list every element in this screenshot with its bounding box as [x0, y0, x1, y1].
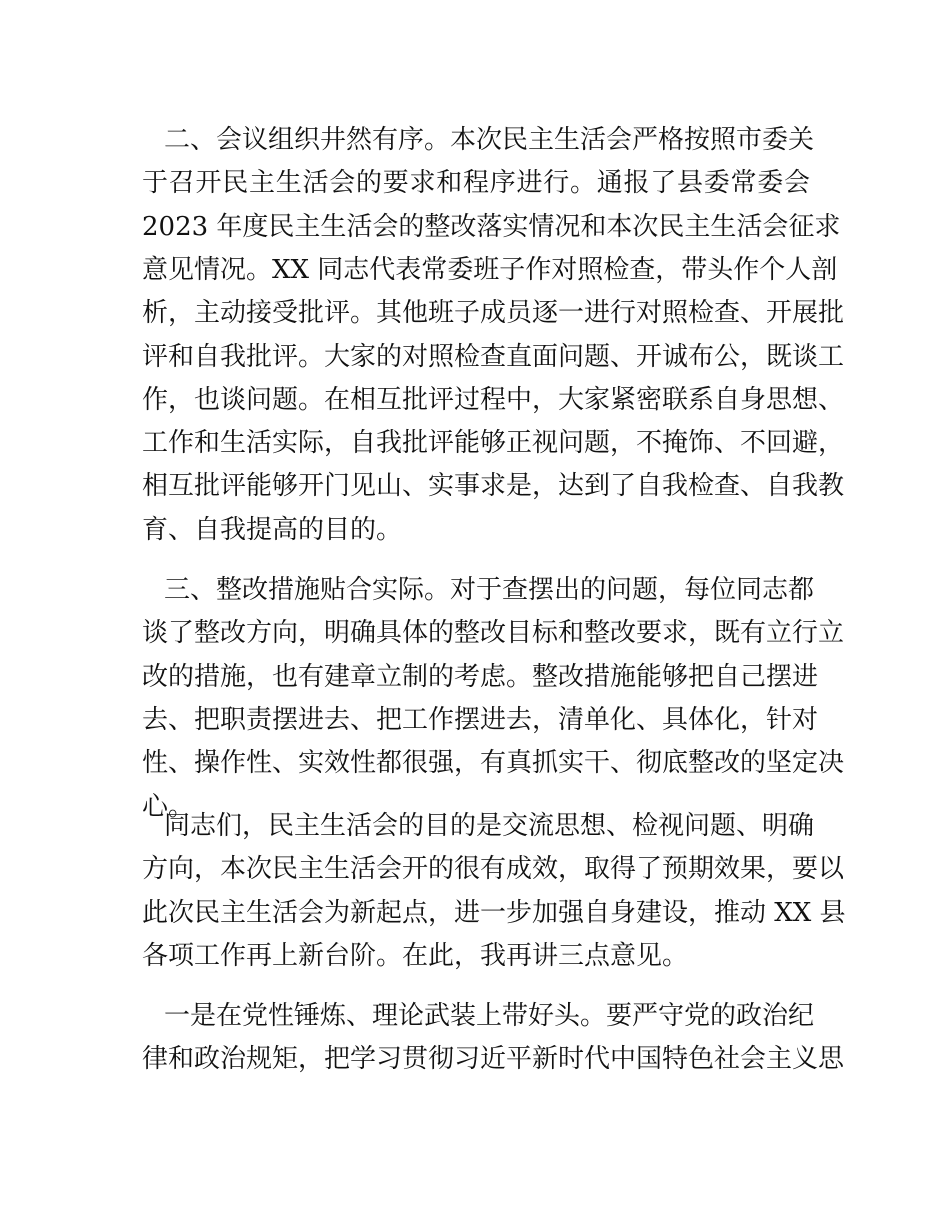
text-line: 性、操作性、实效性都很强，有真抓实干、彻底整改的坚定决	[142, 748, 845, 779]
text-line: 律和政治规矩，把学习贯彻习近平新时代中国特色社会主义思	[142, 1044, 845, 1075]
text-line: 二、会议组织井然有序。本次民主生活会严格按照市委关	[164, 125, 815, 155]
text-line: 此次民主生活会为新起点，进一步加强自身建设，推动 XX 县	[142, 897, 846, 928]
text-line: 意见情况。XX 同志代表常委班子作对照检查，带头作个人剖	[142, 254, 838, 285]
text-line: 工作和生活实际，自我批评能够正视问题，不掩饰、不回避，	[142, 428, 845, 459]
text-line: 各项工作再上新台阶。在此，我再讲三点意见。	[142, 940, 689, 971]
text-line: 心。	[142, 791, 195, 822]
text-line: 改的措施，也有建章立制的考虑。整改措施能够把自己摆进	[142, 661, 819, 692]
text-line: 同志们，民主生活会的目的是交流思想、检视问题、明确	[164, 811, 815, 841]
text-line: 2023 年度民主生活会的整改落实情况和本次民主生活会征求	[142, 211, 841, 242]
text-line: 方向，本次民主生活会开的很有成效，取得了预期效果，要以	[142, 854, 845, 885]
text-line: 一是在党性锤炼、理论武装上带好头。要严守党的政治纪	[164, 1001, 815, 1031]
text-line: 析，主动接受批评。其他班子成员逐一进行对照检查、开展批	[142, 298, 845, 329]
text-line: 评和自我批评。大家的对照检查直面问题、开诚布公，既谈工	[142, 341, 845, 372]
text-line: 谈了整改方向，明确具体的整改目标和整改要求，既有立行立	[142, 618, 845, 649]
text-line: 作，也谈问题。在相互批评过程中，大家紧密联系自身思想、	[142, 384, 845, 415]
text-line: 育、自我提高的目的。	[142, 514, 403, 545]
text-line: 去、把职责摆进去、把工作摆进去，清单化、具体化，针对	[142, 704, 819, 735]
text-line: 相互批评能够开门见山、实事求是，达到了自我检查、自我教	[142, 471, 845, 502]
text-line: 三、整改措施贴合实际。对于查摆出的问题，每位同志都	[164, 575, 815, 605]
text-line: 于召开民主生活会的要求和程序进行。通报了县委常委会	[142, 168, 810, 199]
